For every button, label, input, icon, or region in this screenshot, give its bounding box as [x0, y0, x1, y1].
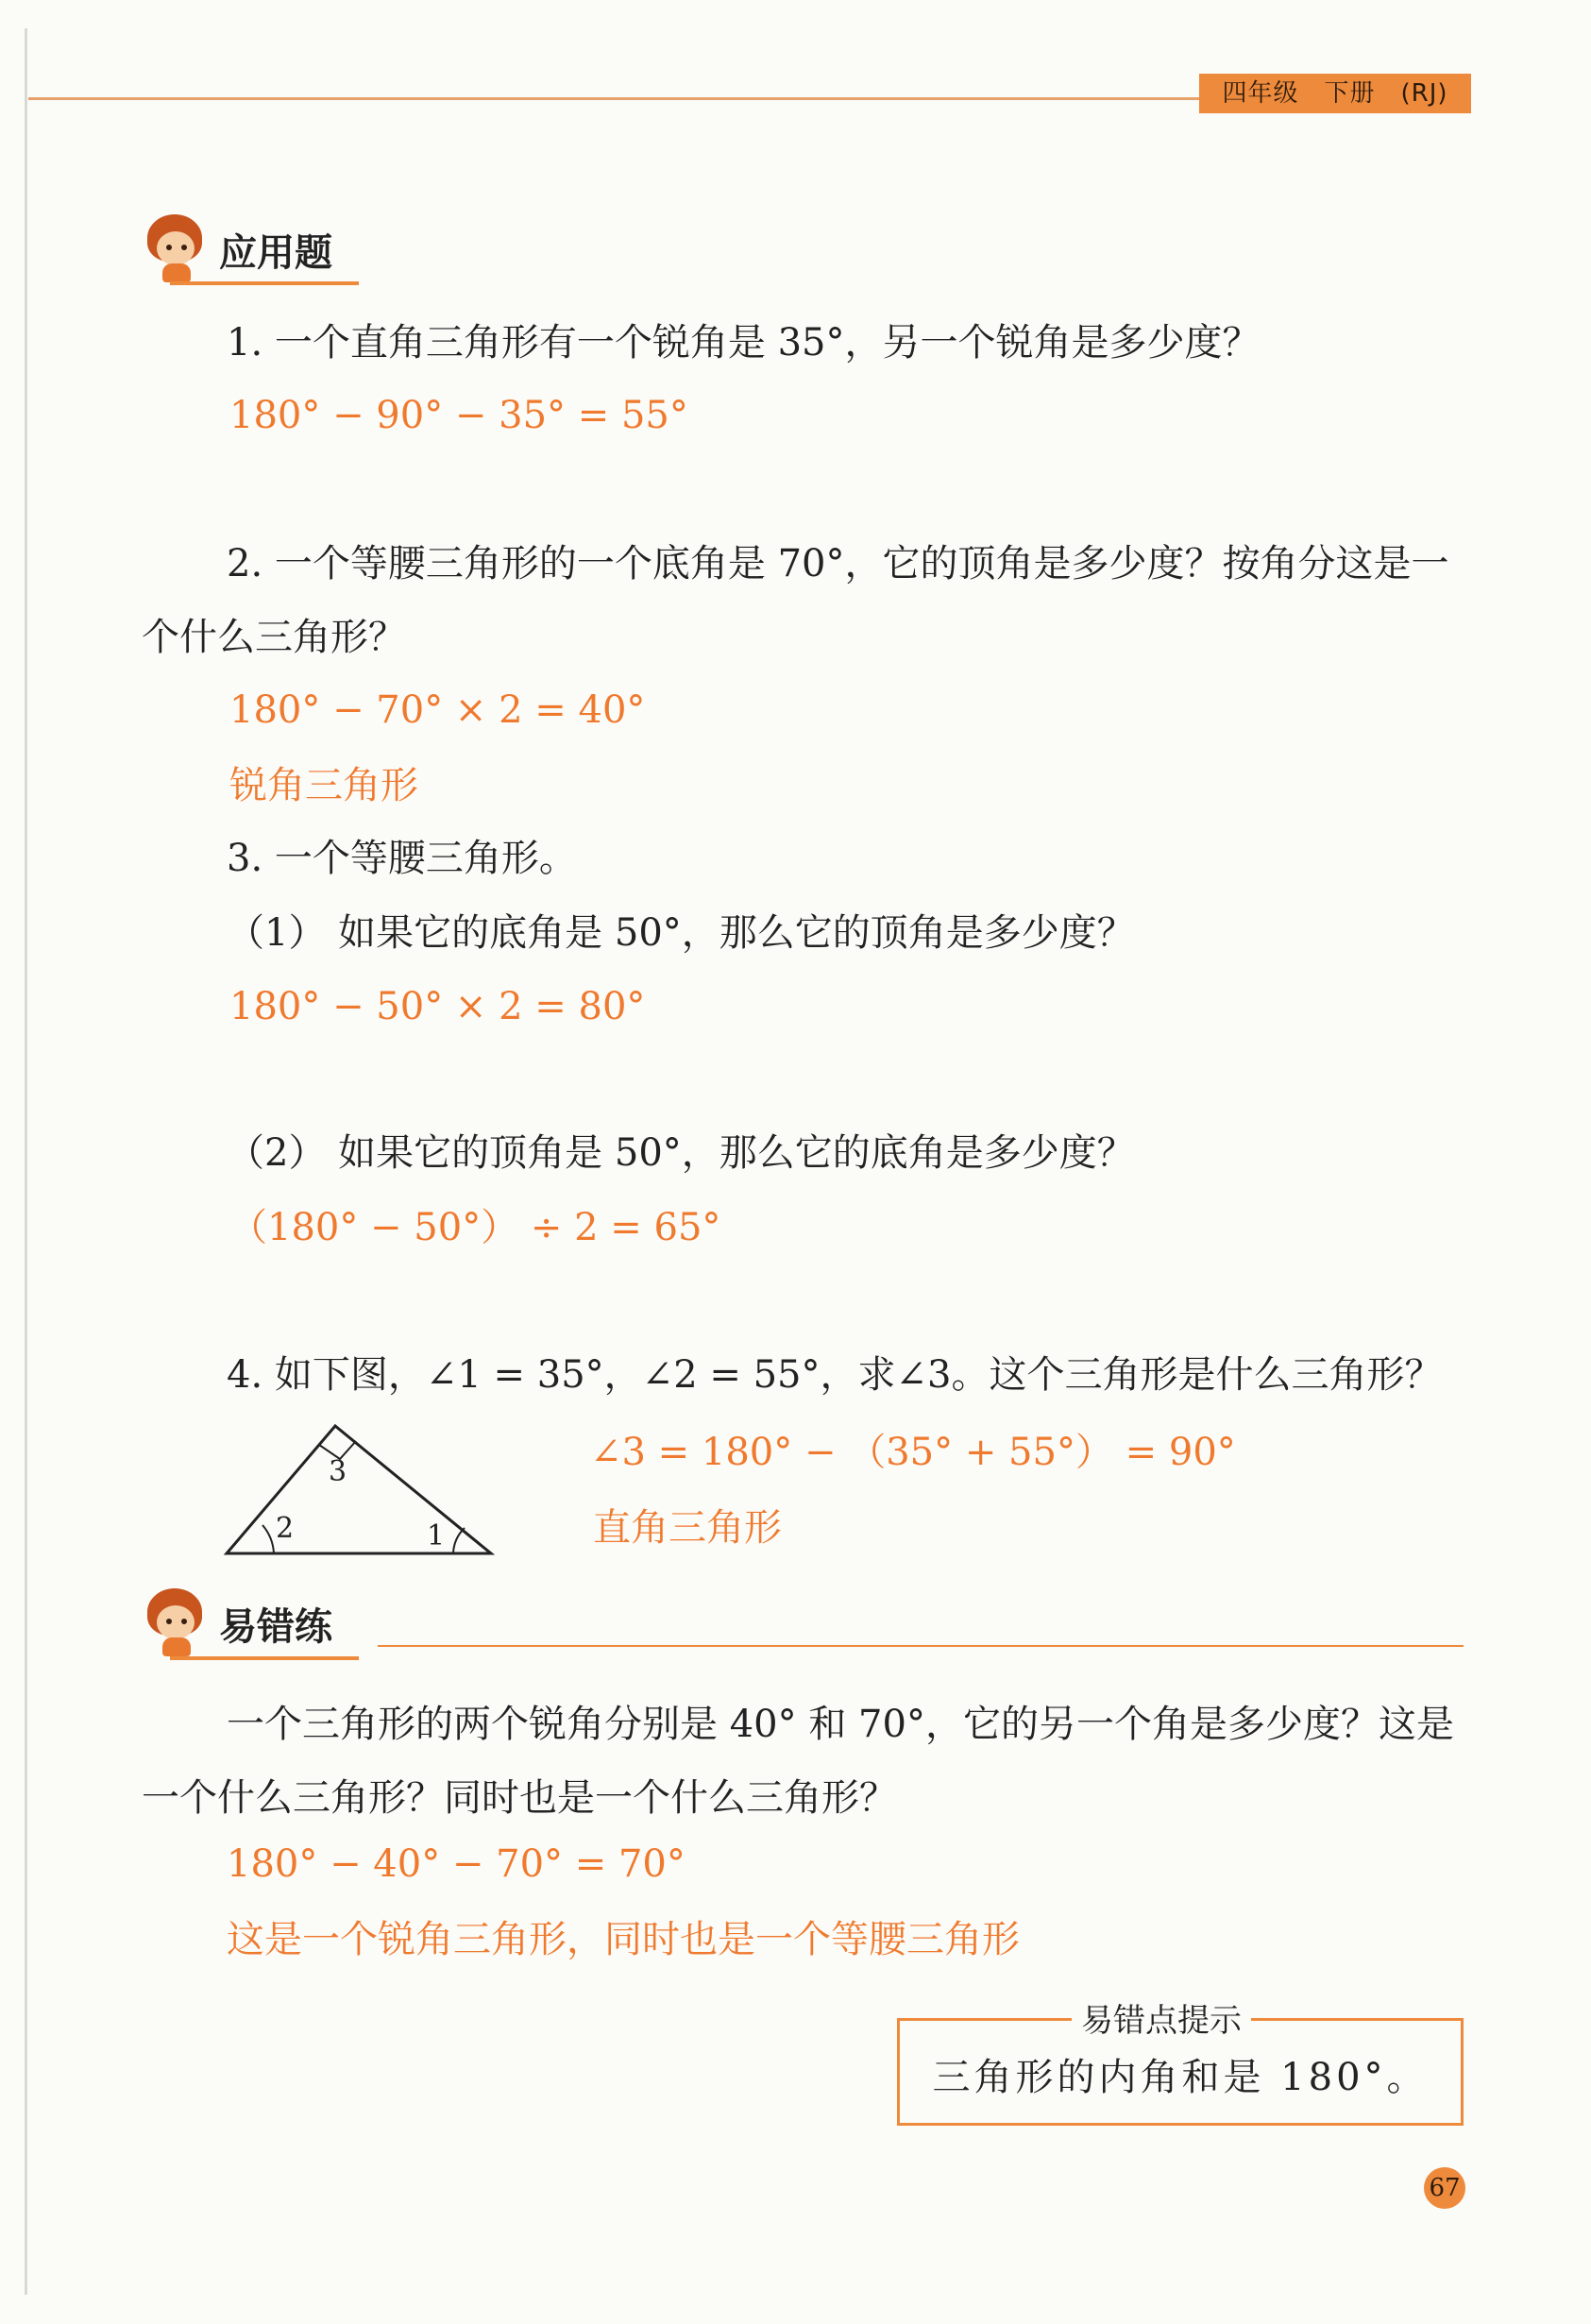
question-3-part-2: （2） 如果它的顶角是 50°，那么它的底角是多少度？	[227, 1131, 1135, 1175]
hint-text: 三角形的内角和是 180°。	[932, 2056, 1429, 2099]
section-title: 应用题	[219, 231, 332, 275]
section-header-error-practice	[142, 1586, 332, 1656]
error-practice-question: 一个三角形的两个锐角分别是 40° 和 70°，它的另一个角是多少度？这是一个什么三角形？同时也是一个什么三角形？	[142, 1703, 1454, 1820]
answer-2-calc: 180° − 70° × 2 = 40°	[229, 688, 646, 732]
header-rule	[28, 97, 1199, 100]
angle-label-3: 3	[329, 1455, 347, 1488]
hint-title: 易错点提示	[1072, 1994, 1251, 2041]
answer-4-type: 直角三角形	[593, 1506, 782, 1550]
error-practice-answer-calc: 180° − 40° − 70° = 70°	[227, 1842, 685, 1886]
boy-mascot-icon	[142, 212, 212, 282]
question-1: 1. 一个直角三角形有一个锐角是 35°，另一个锐角是多少度？	[227, 321, 1261, 365]
triangle-diagram	[217, 1416, 500, 1568]
error-practice-answer-type: 这是一个锐角三角形，同时也是一个等腰三角形	[227, 1918, 1020, 1961]
answer-4-calc: ∠3 = 180° − （35° + 55°） = 90°	[590, 1431, 1236, 1474]
section-title-underline	[170, 1656, 359, 1660]
answer-3-part-2: （180° − 50°） ÷ 2 = 65°	[229, 1206, 721, 1249]
section-title-underline	[170, 281, 359, 285]
right-angle-mark	[319, 1426, 356, 1459]
page-edge	[25, 28, 27, 2295]
question-2: 2. 一个等腰三角形的一个底角是 70°，它的顶角是多少度？按角分这是一个什么三角形？	[142, 542, 1449, 659]
grade-tab: 四年级 下册 (RJ)	[1199, 74, 1471, 113]
angle-label-1: 1	[427, 1519, 446, 1552]
section-title: 易错练	[219, 1605, 332, 1649]
question-3-part-1: （1） 如果它的底角是 50°，那么它的顶角是多少度？	[227, 911, 1135, 955]
answer-3-part-1: 180° − 50° × 2 = 80°	[229, 985, 646, 1028]
question-3: 3. 一个等腰三角形。	[227, 837, 577, 880]
page-number: 67	[1424, 2167, 1465, 2209]
question-4: 4. 如下图，∠1 = 35°，∠2 = 55°，求∠3。这个三角形是什么三角形？	[227, 1353, 1443, 1397]
answer-2-type: 锐角三角形	[229, 764, 418, 807]
section-rule	[378, 1645, 1464, 1647]
section-header-application	[142, 212, 332, 282]
triangle-shape	[227, 1426, 491, 1553]
angle-label-2: 2	[276, 1512, 295, 1545]
answer-1: 180° − 90° − 35° = 55°	[229, 394, 688, 437]
angle-2-arc	[262, 1525, 274, 1553]
girl-mascot-icon	[142, 1586, 212, 1656]
